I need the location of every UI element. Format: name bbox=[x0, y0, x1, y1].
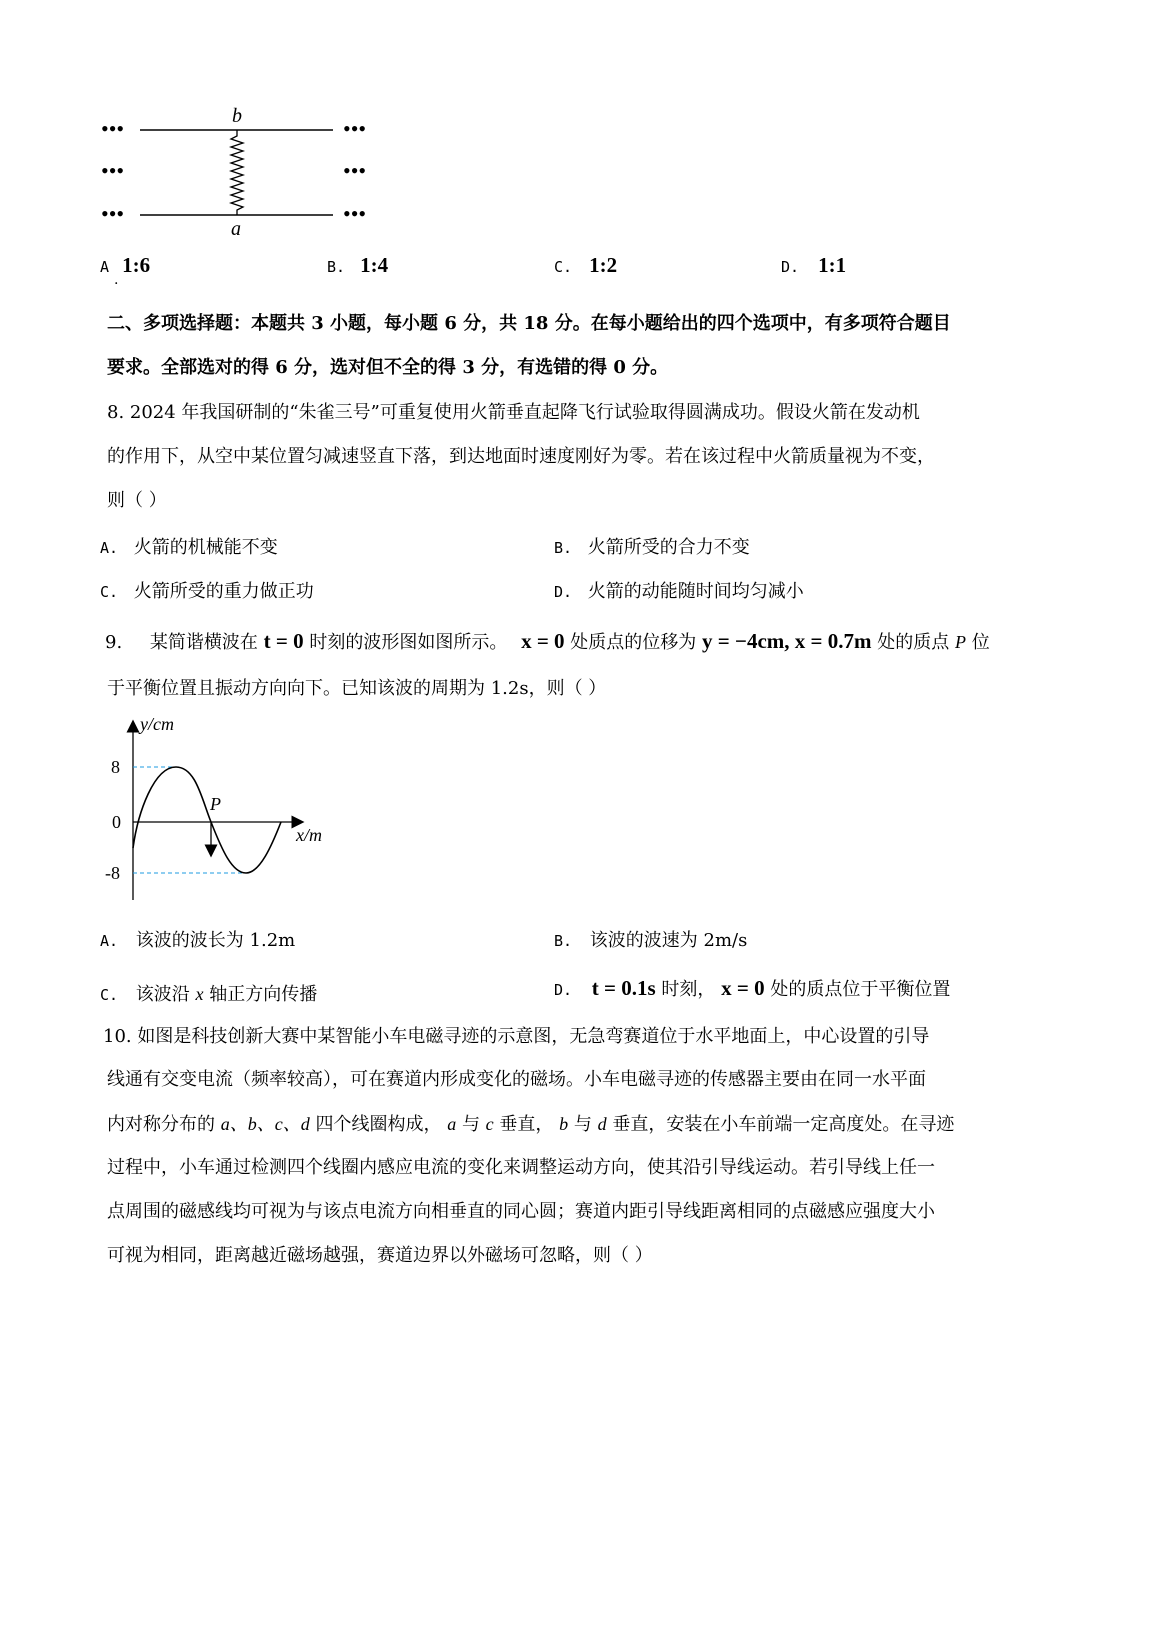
q8-line3: 则（ ） bbox=[107, 490, 167, 511]
tick-label-8: 8 bbox=[111, 757, 120, 777]
option-text: 该波的波长为 1.2m bbox=[135, 930, 296, 951]
option-text: 火箭所受的合力不变 bbox=[587, 537, 750, 558]
q9-text-3: 处质点的位移为 bbox=[570, 632, 697, 653]
tick-label-neg8: -8 bbox=[105, 863, 120, 883]
q9-line1 bbox=[105, 628, 990, 654]
q8-line2: 的作用下，从空中某位置匀减速竖直下落，到达地面时速度刚好为零。若在该过程中火箭质量视为不变， bbox=[107, 446, 935, 467]
q10-text: 内对称分布的 bbox=[107, 1114, 215, 1135]
q10-text: 垂直， bbox=[499, 1114, 554, 1135]
option-text-2: 处的质点位于平衡位置 bbox=[770, 979, 951, 1000]
option-letter: B. bbox=[554, 932, 573, 950]
math-t-equals-0: t = 0 bbox=[263, 629, 304, 653]
option-text: 火箭的动能随时间均匀减小 bbox=[587, 581, 804, 602]
math-x-equals-0: x = 0 bbox=[521, 629, 565, 653]
option-letter: D. bbox=[554, 583, 573, 601]
option-text-2: 轴正方向传播 bbox=[209, 984, 318, 1005]
q10-line2: 线通有交变电流（频率较高），可在赛道内形成变化的磁场。小车电磁寻迹的传感器主要由在同一水平面 bbox=[107, 1069, 926, 1090]
q8-option-c bbox=[100, 577, 314, 603]
q7-option-b bbox=[327, 253, 388, 278]
section-heading-line2: 要求。全部选对的得 6 分，选对但不全的得 3 分，有选错的得 0 分。 bbox=[107, 357, 669, 378]
tick-label-0: 0 bbox=[112, 812, 121, 832]
q9-text-4: 处的质点 bbox=[877, 632, 950, 653]
coil-labels: a、b、c、d bbox=[220, 1114, 310, 1134]
q7-option-a bbox=[100, 253, 150, 278]
dots-top-left: ••• bbox=[101, 116, 125, 141]
q9-option-c bbox=[100, 980, 317, 1006]
q8-option-d bbox=[554, 577, 804, 603]
option-letter: A bbox=[100, 258, 110, 276]
q8-option-a bbox=[100, 533, 278, 559]
spring bbox=[231, 130, 243, 215]
q9-option-d bbox=[554, 975, 950, 1001]
option-value: 1:2 bbox=[589, 253, 618, 277]
q10-line5: 点周围的磁感线均可视为与该点电流方向相垂直的同心圆；赛道内距引导线距离相同的点磁感应强度大小 bbox=[107, 1201, 935, 1222]
point-p-graph-label: P bbox=[210, 794, 221, 814]
label-b: b bbox=[232, 105, 242, 127]
q10-line1: 10. 如图是科技创新大赛中某智能小车电磁寻迹的示意图，无急弯赛道位于水平地面上，中心设置的引导 bbox=[103, 1026, 930, 1047]
option-letter: D. bbox=[781, 258, 800, 276]
q9-line2: 于平衡位置且振动方向向下。已知该波的周期为 1.2s，则（ ） bbox=[107, 678, 607, 699]
option-letter: C. bbox=[100, 986, 119, 1004]
option-letter: B. bbox=[327, 258, 346, 276]
option-letter: B. bbox=[554, 539, 573, 557]
question-number: 9. bbox=[105, 632, 123, 653]
option-value: 1:1 bbox=[818, 253, 847, 277]
point-p-label: P bbox=[954, 632, 966, 652]
q9-text-5: 位 bbox=[971, 632, 990, 653]
q9-option-a bbox=[100, 926, 295, 952]
option-letter: A. bbox=[100, 932, 119, 950]
option-letter: C. bbox=[100, 583, 119, 601]
q10-text: 与 bbox=[573, 1114, 592, 1135]
option-letter: A. bbox=[100, 539, 119, 557]
wave-graph bbox=[100, 710, 340, 905]
q10-line3 bbox=[107, 1113, 954, 1136]
section-heading-line1: 二、多项选择题：本题共 3 小题，每小题 6 分，共 18 分。在每小题给出的四个选项中，有多项符合题目 bbox=[107, 313, 951, 334]
q10-text: 垂直，安装在小车前端一定高度处。在寻迹 bbox=[612, 1114, 955, 1135]
math-t-equals-0.1s: t = 0.1s bbox=[591, 976, 656, 1000]
option-text: 火箭所受的重力做正功 bbox=[133, 581, 314, 602]
option-letter: D. bbox=[554, 981, 573, 999]
dots-bottom-right: ••• bbox=[343, 201, 367, 226]
spring-rails-figure bbox=[95, 100, 395, 250]
coil-c: c bbox=[485, 1114, 494, 1134]
q10-text: 与 bbox=[461, 1114, 480, 1135]
y-axis-label: y/cm bbox=[140, 714, 174, 734]
dots-mid-right: ••• bbox=[343, 158, 367, 183]
coil-b: b bbox=[559, 1114, 569, 1134]
wave-curve bbox=[133, 767, 281, 873]
q10-line4: 过程中，小车通过检测四个线圈内感应电流的变化来调整运动方向，使其沿引导线运动。若引导线上任一 bbox=[107, 1157, 935, 1178]
option-text: 该波的波速为 2m/s bbox=[589, 930, 748, 951]
option-text-1: 时刻， bbox=[661, 979, 716, 1000]
option-value: 1:6 bbox=[122, 253, 151, 277]
dots-top-right: ••• bbox=[343, 116, 367, 141]
coil-a: a bbox=[447, 1114, 457, 1134]
x-axis-label: x/m bbox=[296, 825, 322, 845]
dots-bottom-left: ••• bbox=[101, 201, 125, 226]
coil-d: d bbox=[597, 1114, 607, 1134]
math-x-equals-0: x = 0 bbox=[721, 976, 765, 1000]
q10-line6: 可视为相同，距离越近磁场越强，赛道边界以外磁场可忽略，则（ ） bbox=[107, 1245, 653, 1266]
q7-option-d bbox=[781, 253, 846, 278]
option-text-1: 该波沿 bbox=[135, 984, 190, 1005]
label-a: a bbox=[231, 218, 241, 240]
q9-option-b bbox=[554, 926, 747, 952]
q9-text-1: 某简谐横波在 bbox=[149, 632, 258, 653]
math-y-x-values: y = −4cm, x = 0.7m bbox=[702, 629, 872, 653]
stray-mark: . bbox=[114, 272, 119, 288]
q10-text: 四个线圈构成， bbox=[315, 1114, 442, 1135]
q8-option-b bbox=[554, 533, 750, 559]
option-text: 火箭的机械能不变 bbox=[133, 537, 278, 558]
option-value: 1:4 bbox=[360, 253, 389, 277]
q9-text-2: 时刻的波形图如图所示。 bbox=[309, 632, 508, 653]
q7-option-c bbox=[554, 253, 617, 278]
dots-mid-left: ••• bbox=[101, 158, 125, 183]
q8-line1: 8. 2024 年我国研制的“朱雀三号”可重复使用火箭垂直起降飞行试验取得圆满成功。假设火箭在发动机 bbox=[107, 402, 920, 423]
option-letter: C. bbox=[554, 258, 573, 276]
option-var-x: x bbox=[195, 984, 204, 1004]
